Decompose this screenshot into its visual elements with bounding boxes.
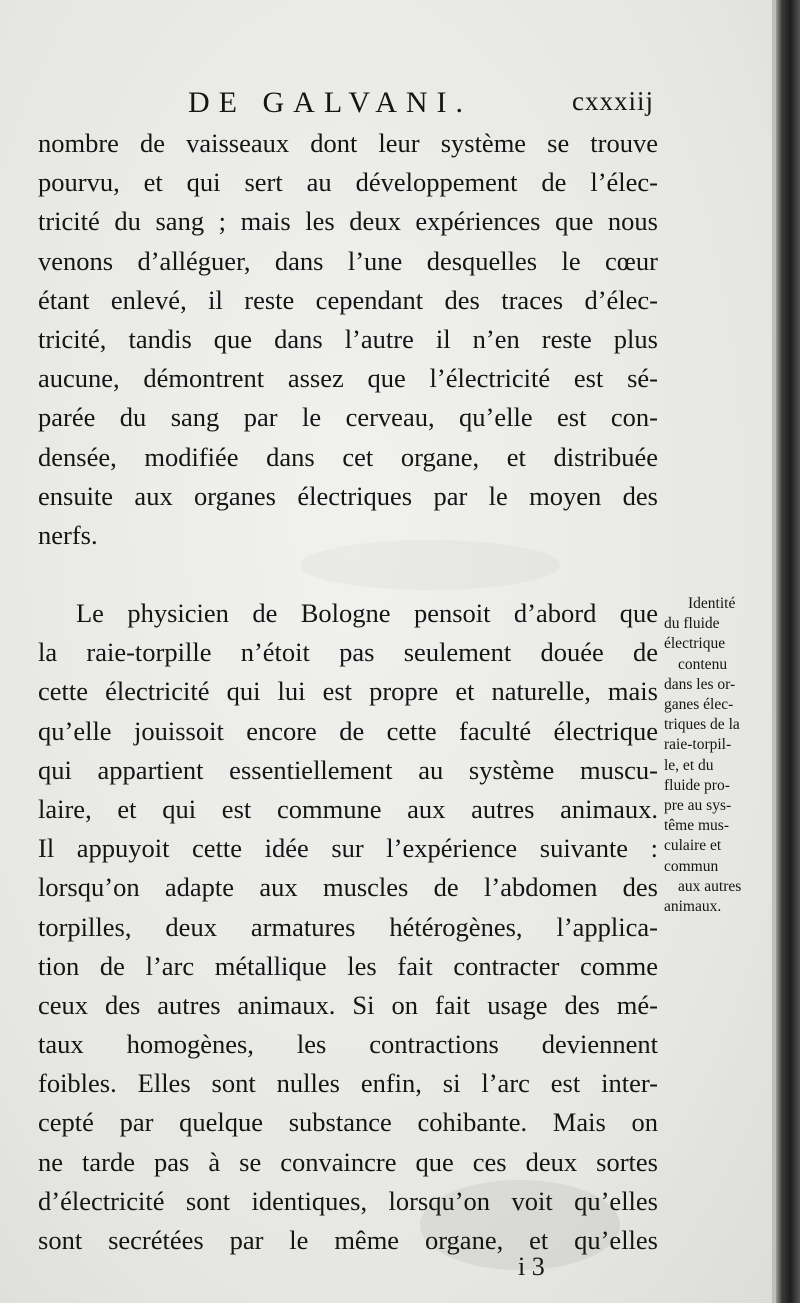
text-line: ne tarde pas à se convaincre que ces deux sortes [38, 1146, 658, 1177]
marginal-line: le, et du [664, 756, 714, 774]
running-head [188, 86, 654, 126]
text-line: venons d’alléguer, dans l’une desquelles le cœur [38, 245, 658, 276]
marginal-line: Identité [688, 595, 736, 612]
marginal-line: tême mus- [664, 817, 729, 835]
book-spine-shadow [776, 0, 800, 1303]
marginal-line: commun [664, 857, 719, 875]
text-line: qu’elle jouissoit encore de cette faculté électrique [38, 715, 658, 746]
paragraph-2 [38, 594, 658, 1260]
marginal-line: du fluide [664, 615, 720, 633]
text-line: étant enlevé, il reste cependant des traces d’élec- [38, 284, 658, 315]
text-line: tion de l’arc métallique les fait contracter comme [38, 950, 658, 981]
running-title: DE GALVANI. [188, 86, 473, 119]
marginal-line: contenu [678, 655, 728, 673]
marginal-line: ganes élec- [664, 696, 734, 714]
text-line: foibles. Elles sont nulles enfin, si l’arc est inter- [38, 1068, 658, 1099]
marginal-line: dans les or- [664, 675, 736, 693]
marginal-line: aux autres [678, 877, 742, 895]
marginal-line: raie-torpil- [664, 736, 732, 754]
marginal-note [664, 594, 784, 917]
marginal-line: fluide pro- [664, 776, 730, 794]
marginal-line: pre au sys- [664, 797, 732, 815]
paragraph-1 [38, 124, 658, 555]
text-line: lorsqu’on adapte aux muscles de l’abdomen des [38, 872, 658, 903]
text-line: densée, modifiée dans cet organe, et distribuée [38, 441, 658, 472]
text-line: d’électricité sont identiques, lorsqu’on voit qu’elles [38, 1185, 658, 1216]
text-line: qui appartient essentiellement au système muscu- [38, 754, 658, 785]
text-line: ensuite aux organes électriques par le moyen des [38, 480, 658, 511]
text-line: tricité, tandis que dans l’autre il n’en reste plus [38, 323, 658, 354]
text-line: Il appuyoit cette idée sur l’expérience suivante : [38, 833, 658, 864]
page-number: cxxxiij [572, 86, 654, 116]
marginal-line: triques de la [664, 716, 740, 734]
text-line: ceux des autres animaux. Si on fait usage des mé- [38, 989, 658, 1020]
text-line: la raie-torpille n’étoit pas seulement douée de [38, 637, 658, 668]
text-line: Le physicien de Bologne pensoit d’abord que [76, 598, 658, 628]
marginal-line: électrique [664, 635, 726, 653]
marginal-line: animaux. [664, 898, 722, 916]
text-line: nombre de vaisseaux dont leur système se trouve [38, 128, 658, 158]
text-line: torpilles, deux armatures hétérogènes, l’applica- [38, 911, 658, 942]
text-line: taux homogènes, les contractions deviennent [38, 1029, 658, 1060]
text-line: pourvu, et qui sert au développement de l’élec- [38, 167, 658, 198]
text-line: cette électricité qui lui est propre et naturelle, mais [38, 676, 658, 707]
signature-mark: i 3 [518, 1252, 545, 1281]
text-line: cepté par quelque substance cohibante. Mais on [38, 1107, 658, 1138]
text-line: parée du sang par le cerveau, qu’elle est con- [38, 402, 658, 433]
marginal-line: culaire et [664, 837, 722, 855]
text-line: nerfs. [38, 519, 98, 550]
text-line: aucune, démontrent assez que l’électricité est sé- [38, 363, 658, 394]
text-line: sont secrétées par le même organe, et qu’elles [38, 1225, 658, 1255]
text-line: tricité du sang ; mais les deux expériences que nous [38, 206, 658, 237]
text-line: laire, et qui est commune aux autres animaux. [38, 793, 658, 824]
